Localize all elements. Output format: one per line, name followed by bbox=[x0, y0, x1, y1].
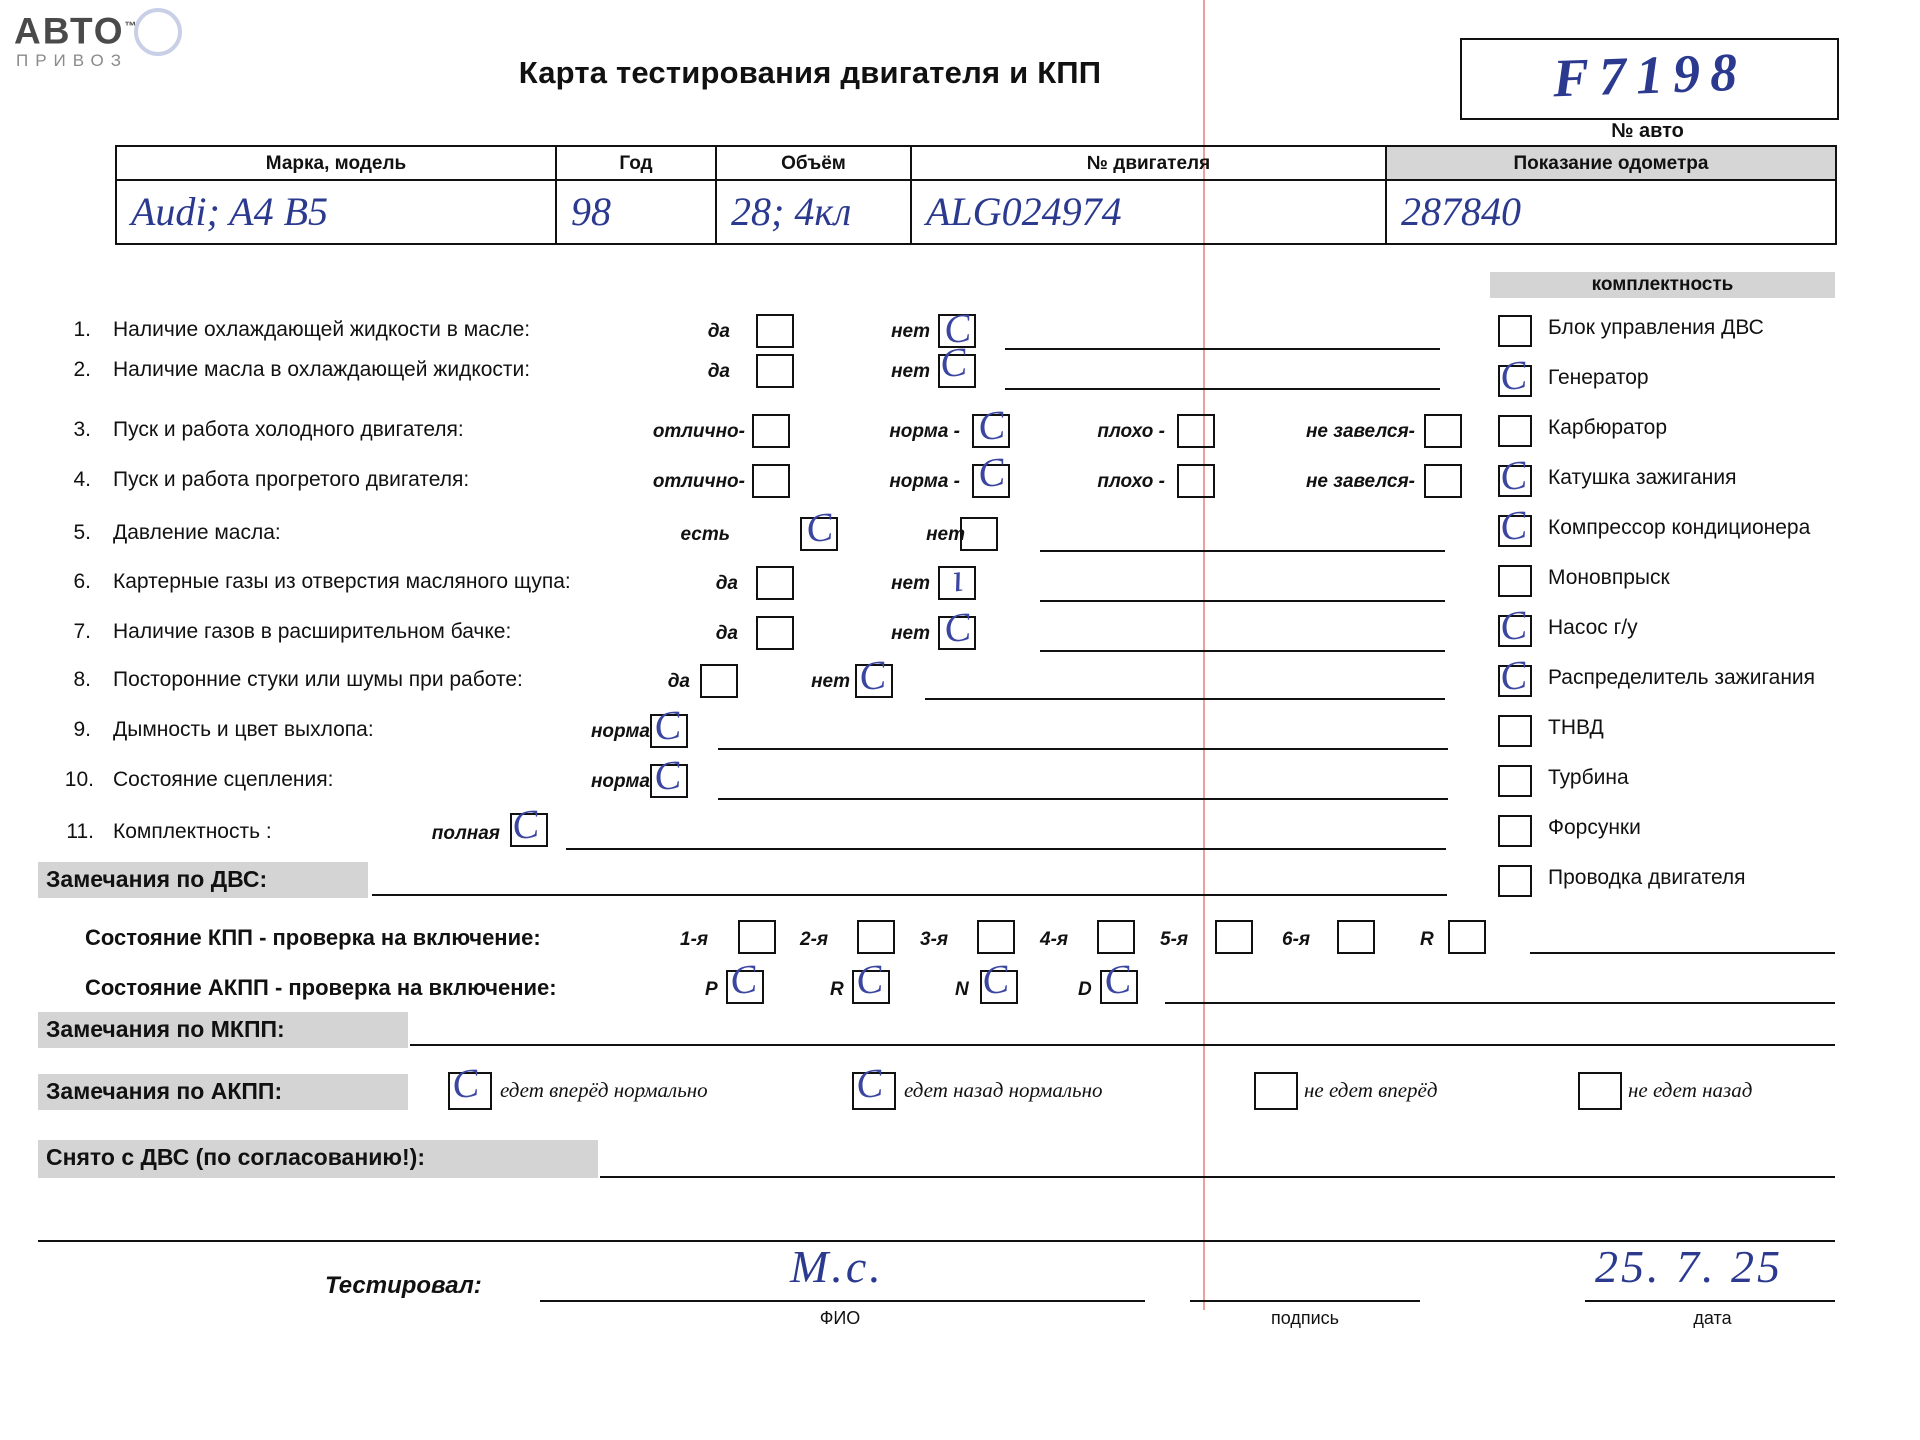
komp-label-1: Генератор bbox=[1548, 366, 1649, 389]
fio-label: ФИО bbox=[819, 1308, 861, 1328]
item-label-10: Состояние сцепления: bbox=[113, 768, 334, 791]
mkpp-gear-checkbox-2[interactable] bbox=[857, 920, 895, 954]
akpp-check-mark-r: Ϲ bbox=[852, 955, 886, 1004]
item-6-checkbox-yes[interactable] bbox=[756, 566, 794, 600]
item-label-11: Комплектность : bbox=[113, 820, 272, 843]
removed-line[interactable] bbox=[600, 1176, 1835, 1178]
footer-divider bbox=[38, 1240, 1835, 1242]
item-4-checkbox-bad[interactable] bbox=[1177, 464, 1215, 498]
komp-label-9: Турбина bbox=[1548, 766, 1629, 789]
komp-label-11: Проводка двигателя bbox=[1548, 866, 1746, 889]
item-label-8: Посторонние стуки или шумы при работе: bbox=[113, 668, 523, 691]
mkpp-gear-checkbox-1[interactable] bbox=[738, 920, 776, 954]
item-11-option-full: полная bbox=[431, 823, 500, 844]
akpp-gear-label-p: P bbox=[705, 979, 718, 1000]
akpp-option-check-0: Ϲ bbox=[448, 1059, 482, 1108]
item-10-note-line[interactable] bbox=[718, 798, 1448, 800]
signature-label: подпись bbox=[1270, 1308, 1340, 1328]
td-engine-no: ALG024974 bbox=[912, 181, 1387, 245]
item-5-check-mark: Ϲ bbox=[802, 503, 836, 552]
item-6-check-mark: ı bbox=[948, 554, 967, 601]
mkpp-gear-label-6: 6-я bbox=[1282, 929, 1311, 950]
td-odometer: 287840 bbox=[1401, 189, 1521, 234]
mkpp-gear-label-r: R bbox=[1420, 929, 1434, 950]
item-6-option-yes: да bbox=[715, 573, 738, 594]
item-4-checkbox-nostart[interactable] bbox=[1424, 464, 1462, 498]
komp-label-6: Насос г/у bbox=[1548, 616, 1638, 639]
akpp-option-label-3: не едет назад bbox=[1628, 1078, 1753, 1102]
mkpp-gear-label-5: 5-я bbox=[1160, 929, 1189, 950]
mkpp-gear-label-1: 1-я bbox=[680, 929, 709, 950]
item-9-option-normal: норма bbox=[590, 721, 650, 742]
komplektnost-title: комплектность bbox=[1490, 272, 1835, 298]
komp-label-4: Компрессор кондиционера bbox=[1548, 516, 1811, 539]
komp-label-10: Форсунки bbox=[1548, 816, 1641, 839]
item-10-option-normal: норма bbox=[590, 771, 650, 792]
item-2-check-mark: Ϲ bbox=[936, 338, 970, 387]
komp-label-2: Карбюратор bbox=[1548, 416, 1668, 439]
item-4-checkbox-excellent[interactable] bbox=[752, 464, 790, 498]
mkpp-gear-checkbox-3[interactable] bbox=[977, 920, 1015, 954]
akpp-gear-note-line[interactable] bbox=[1165, 1002, 1835, 1004]
akpp-option-checkbox-3[interactable] bbox=[1578, 1072, 1622, 1110]
th-year: Год bbox=[557, 147, 717, 181]
akpp-gear-label-r: R bbox=[830, 979, 844, 1000]
item-7-option-yes: да bbox=[715, 623, 738, 644]
item-4-option-nostart: не завелся- bbox=[1305, 471, 1415, 492]
item-1-option-no: нет bbox=[891, 321, 930, 342]
item-3-option-bad: плохо - bbox=[1097, 421, 1165, 442]
item-8-checkbox-yes[interactable] bbox=[700, 664, 738, 698]
logo-sub: ПРИВОЗ bbox=[16, 51, 129, 71]
item-10-check-mark: Ϲ bbox=[650, 751, 684, 800]
item-8-note-line[interactable] bbox=[925, 698, 1445, 700]
komp-check-mark-4: Ϲ bbox=[1496, 501, 1530, 550]
item-6-note-line[interactable] bbox=[1040, 600, 1445, 602]
akpp-gear-label-n: N bbox=[955, 979, 969, 1000]
item-8-option-yes: да bbox=[667, 671, 690, 692]
plate-value: F7198 bbox=[1551, 41, 1749, 109]
item-num-7: 7. bbox=[73, 620, 91, 643]
item-num-6: 6. bbox=[73, 570, 91, 593]
item-num-10: 10. bbox=[64, 768, 94, 791]
item-num-4: 4. bbox=[73, 468, 91, 491]
item-num-11: 11. bbox=[66, 820, 94, 843]
notes-dvs-line[interactable] bbox=[372, 894, 1447, 896]
item-label-7: Наличие газов в расширительном бачке: bbox=[113, 620, 512, 643]
item-num-2: 2. bbox=[73, 358, 91, 381]
akpp-gear-label-d: D bbox=[1078, 979, 1092, 1000]
item-4-check-mark: Ϲ bbox=[974, 448, 1008, 497]
th-odometer: Показание одометра bbox=[1387, 147, 1835, 181]
mkpp-gear-checkbox-5[interactable] bbox=[1215, 920, 1253, 954]
th-brand: Марка, модель bbox=[117, 147, 557, 181]
komp-checkbox-2[interactable] bbox=[1498, 415, 1532, 447]
logo-circle-icon bbox=[134, 8, 182, 56]
item-label-2: Наличие масла в охлаждающей жидкости: bbox=[113, 358, 531, 381]
logo-tm: ™ bbox=[124, 19, 137, 33]
notes-mkpp-line[interactable] bbox=[410, 1044, 1835, 1046]
mkpp-gear-label-3: 3-я bbox=[920, 929, 949, 950]
th-engine-no: № двигателя bbox=[912, 147, 1387, 181]
item-5-note-line[interactable] bbox=[1040, 550, 1445, 552]
akpp-option-label-0: едет вперёд нормально bbox=[500, 1078, 708, 1102]
item-8-check-mark: Ϲ bbox=[855, 651, 889, 700]
date-label: дата bbox=[1693, 1308, 1732, 1328]
item-7-note-line[interactable] bbox=[1040, 650, 1445, 652]
mkpp-check-label: Состояние КПП - проверка на включение: bbox=[85, 925, 541, 950]
komp-label-3: Катушка зажигания bbox=[1548, 466, 1737, 489]
komp-checkbox-9[interactable] bbox=[1498, 765, 1532, 797]
item-label-9: Дымность и цвет выхлопа: bbox=[113, 718, 374, 741]
notes-dvs-label: Замечания по ДВС: bbox=[38, 862, 368, 898]
komp-checkbox-11[interactable] bbox=[1498, 865, 1532, 897]
header-table bbox=[115, 145, 1837, 245]
item-1-option-yes: да bbox=[707, 321, 730, 342]
item-4-option-bad: плохо - bbox=[1097, 471, 1165, 492]
komp-check-mark-1: Ϲ bbox=[1496, 351, 1530, 400]
item-2-note-line[interactable] bbox=[1005, 388, 1440, 390]
item-4-option-normal: норма - bbox=[889, 471, 960, 492]
th-volume: Объём bbox=[717, 147, 912, 181]
komp-checkbox-5[interactable] bbox=[1498, 565, 1532, 597]
item-3-check-mark: Ϲ bbox=[974, 401, 1008, 450]
signature-line[interactable] bbox=[1190, 1300, 1420, 1302]
komp-checkbox-8[interactable] bbox=[1498, 715, 1532, 747]
akpp-option-check-1: Ϲ bbox=[852, 1059, 886, 1108]
mkpp-gear-label-4: 4-я bbox=[1040, 929, 1069, 950]
item-label-3: Пуск и работа холодного двигателя: bbox=[113, 418, 464, 441]
plate-label: № авто bbox=[1611, 120, 1684, 142]
komp-checkbox-10[interactable] bbox=[1498, 815, 1532, 847]
item-3-option-normal: норма - bbox=[889, 421, 960, 442]
item-label-1: Наличие охлаждающей жидкости в масле: bbox=[113, 318, 531, 341]
date-line[interactable] bbox=[1585, 1300, 1835, 1302]
komp-label-0: Блок управления ДВС bbox=[1548, 316, 1764, 339]
item-5-option-no: нет bbox=[926, 524, 965, 545]
komp-label-8: ТНВД bbox=[1548, 716, 1604, 739]
mkpp-gear-checkbox-6[interactable] bbox=[1337, 920, 1375, 954]
item-4-option-excellent: отлично- bbox=[652, 471, 745, 492]
mkpp-note-line[interactable] bbox=[1530, 952, 1835, 954]
item-2-option-no: нет bbox=[891, 361, 930, 382]
akpp-option-label-2: не едет вперёд bbox=[1304, 1078, 1438, 1102]
item-label-4: Пуск и работа прогретого двигателя: bbox=[113, 468, 470, 491]
komp-checkbox-0[interactable] bbox=[1498, 315, 1532, 347]
mkpp-gear-label-2: 2-я bbox=[800, 929, 829, 950]
item-num-9: 9. bbox=[73, 718, 91, 741]
item-1-checkbox-yes[interactable] bbox=[756, 314, 794, 348]
fio-value: М.с. bbox=[790, 1241, 884, 1292]
item-5-checkbox-no[interactable] bbox=[960, 517, 998, 551]
item-9-check-mark: Ϲ bbox=[650, 701, 684, 750]
notes-akpp-label: Замечания по АКПП: bbox=[38, 1074, 408, 1110]
komp-check-mark-3: Ϲ bbox=[1496, 451, 1530, 500]
mkpp-gear-checkbox-r[interactable] bbox=[1448, 920, 1486, 954]
akpp-option-checkbox-2[interactable] bbox=[1254, 1072, 1298, 1110]
item-5-option-yes: есть bbox=[680, 524, 730, 545]
td-year: 98 bbox=[557, 181, 717, 245]
item-label-6: Картерные газы из отверстия масляного щупа: bbox=[113, 570, 571, 593]
item-2-option-yes: да bbox=[707, 361, 730, 382]
item-num-3: 3. bbox=[73, 418, 91, 441]
logo bbox=[8, 6, 183, 84]
komp-label-5: Моновпрыск bbox=[1548, 566, 1670, 589]
akpp-option-label-1: едет назад нормально bbox=[904, 1078, 1103, 1102]
item-3-checkbox-bad[interactable] bbox=[1177, 414, 1215, 448]
item-11-check-mark: Ϲ bbox=[508, 800, 542, 849]
removed-label: Снято с ДВС (по согласованию!): bbox=[38, 1140, 598, 1178]
item-6-option-no: нет bbox=[891, 573, 930, 594]
item-9-note-line[interactable] bbox=[718, 748, 1448, 750]
akpp-check-mark-p: Ϲ bbox=[726, 955, 760, 1004]
td-brand: Audi; A4 B5 bbox=[117, 181, 557, 245]
item-3-option-excellent: отлично- bbox=[652, 421, 745, 442]
item-3-checkbox-nostart[interactable] bbox=[1424, 414, 1462, 448]
item-1-check-mark: Ϲ bbox=[940, 304, 974, 353]
date-value: 25. 7. 25 bbox=[1595, 1241, 1783, 1292]
notes-mkpp-label: Замечания по МКПП: bbox=[38, 1012, 408, 1048]
fio-line[interactable] bbox=[540, 1300, 1145, 1302]
akpp-check-label: Состояние АКПП - проверка на включение: bbox=[85, 975, 557, 1000]
item-num-8: 8. bbox=[73, 668, 91, 691]
item-num-1: 1. bbox=[73, 318, 91, 341]
item-7-checkbox-yes[interactable] bbox=[756, 616, 794, 650]
item-7-option-no: нет bbox=[891, 623, 930, 644]
komp-label-7: Распределитель зажигания bbox=[1548, 666, 1816, 689]
akpp-check-mark-n: Ϲ bbox=[978, 955, 1012, 1004]
item-3-checkbox-excellent[interactable] bbox=[752, 414, 790, 448]
mkpp-gear-checkbox-4[interactable] bbox=[1097, 920, 1135, 954]
page-title: Карта тестирования двигателя и КПП bbox=[518, 55, 1102, 90]
komp-check-mark-6: Ϲ bbox=[1496, 601, 1530, 650]
logo-brand-text: АВТО bbox=[14, 10, 125, 52]
item-3-option-nostart: не завелся- bbox=[1305, 421, 1415, 442]
td-volume: 28; 4кл bbox=[717, 181, 912, 245]
akpp-check-mark-d: Ϲ bbox=[1100, 955, 1134, 1004]
tested-by-label: Тестировал: bbox=[325, 1272, 482, 1299]
item-11-note-line[interactable] bbox=[566, 848, 1446, 850]
komp-check-mark-7: Ϲ bbox=[1496, 651, 1530, 700]
item-1-note-line[interactable] bbox=[1005, 348, 1440, 350]
item-2-checkbox-yes[interactable] bbox=[756, 354, 794, 388]
item-7-check-mark: Ϲ bbox=[940, 603, 974, 652]
item-label-5: Давление масла: bbox=[113, 521, 281, 544]
item-8-option-no: нет bbox=[811, 671, 850, 692]
item-num-5: 5. bbox=[73, 521, 91, 544]
